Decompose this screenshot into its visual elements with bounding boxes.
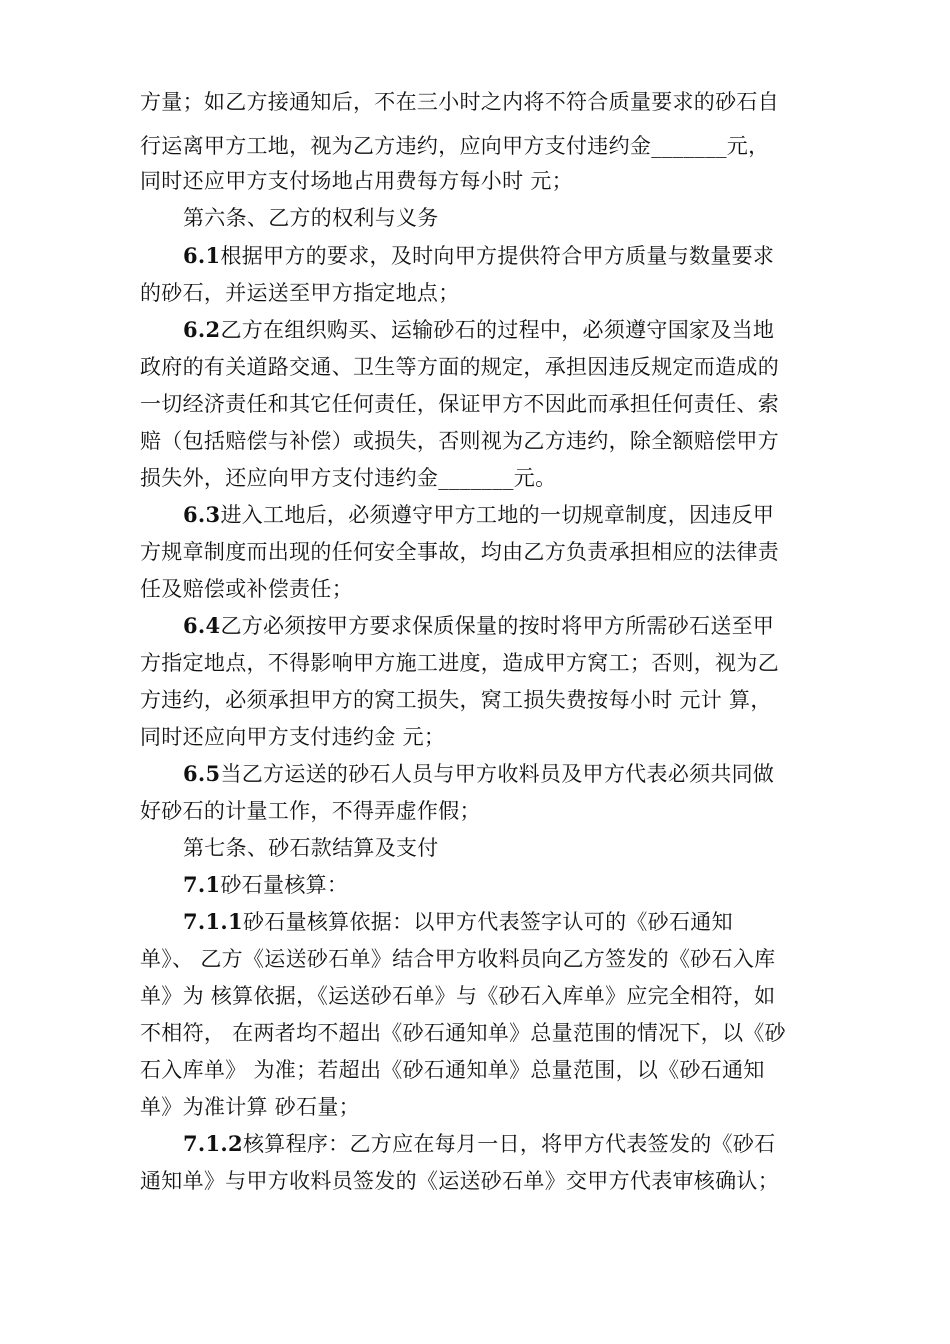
text-line: 同时还应甲方支付场地占用费每方每小时 元； <box>140 169 573 193</box>
clause-text: 当乙方运送的砂石人员与甲方收料员及甲方代表必须共同做 <box>220 762 775 786</box>
clause-number: 6.2 <box>183 317 221 342</box>
text-line: 同时还应向甲方支付违约金 元； <box>140 725 446 749</box>
text-line: 政府的有关道路交通、卫生等方面的规定，承担因违反规定而造成的 <box>140 355 779 379</box>
clause-text: 砂石量核算： <box>220 873 349 897</box>
clause-text: 砂石量核算依据：以甲方代表签字认可的《砂石通知 <box>242 910 733 934</box>
clause-number: 6.1 <box>183 243 221 268</box>
text-line: 单》为 核算依据，《运送砂石单》与《砂石入库单》应完全相符，如 <box>140 984 776 1008</box>
text-line: 单》为准计算 砂石量； <box>140 1095 360 1119</box>
text-line: 方规章制度而出现的任何安全事故，均由乙方负责承担相应的法律责 <box>140 540 779 564</box>
clause-7-1-1 <box>183 907 733 937</box>
clause-6-5 <box>183 759 774 789</box>
clause-number: 6.5 <box>183 761 221 786</box>
clause-number: 6.4 <box>183 613 221 638</box>
clause-number: 7.1 <box>183 872 221 897</box>
clause-number: 7.1.2 <box>183 1131 243 1156</box>
text-line: 单》、 乙方《运送砂石单》结合甲方收料员向乙方签发的《砂石入库 <box>140 947 776 971</box>
clause-7-1-2 <box>183 1129 775 1159</box>
article-6-heading: 第六条、乙方的权利与义务 <box>183 206 439 230</box>
clause-6-2 <box>183 315 774 345</box>
text-line: 方量；如乙方接通知后，不在三小时之内将不符合质量要求的砂石自 <box>140 90 779 114</box>
text-line: 一切经济责任和其它任何责任，保证甲方不因此而承担任何责任、索 <box>140 392 779 416</box>
article-7-heading: 第七条、砂石款结算及支付 <box>183 836 439 860</box>
clause-text: 根据甲方的要求，及时向甲方提供符合甲方质量与数量要求 <box>220 244 775 268</box>
text-line: 石入库单》 为准；若超出《砂石通知单》总量范围，以《砂石通知 <box>140 1058 765 1082</box>
clause-text: 乙方必须按甲方要求保质保量的按时将甲方所需砂石送至甲 <box>220 614 775 638</box>
text-line: 好砂石的计量工作，不得弄虚作假； <box>140 799 481 823</box>
text-line: 不相符， 在两者均不超出《砂石通知单》总量范围的情况下，以《砂 <box>140 1021 786 1045</box>
clause-number: 7.1.1 <box>183 909 243 934</box>
clause-text: 乙方在组织购买、运输砂石的过程中，必须遵守国家及当地 <box>220 318 775 342</box>
clause-number: 6.3 <box>183 502 221 527</box>
clause-6-1 <box>183 241 774 271</box>
clause-7-1 <box>183 870 348 900</box>
text-line: 行运离甲方工地，视为乙方违约，应向甲方支付违约金_______元， <box>140 134 770 158</box>
text-line: 方违约，必须承担甲方的窝工损失，窝工损失费按每小时 元计 算， <box>140 688 772 712</box>
clause-6-3 <box>183 500 774 530</box>
clause-text: 核算程序：乙方应在每月一日，将甲方代表签发的《砂石 <box>242 1132 776 1156</box>
text-line: 赔（包括赔偿与补偿）或损失，否则视为乙方违约，除全额赔偿甲方 <box>140 429 779 453</box>
text-line: 的砂石，并运送至甲方指定地点； <box>140 281 460 305</box>
text-line: 方指定地点，不得影响甲方施工进度，造成甲方窝工；否则，视为乙 <box>140 651 779 675</box>
clause-text: 进入工地后，必须遵守甲方工地的一切规章制度，因违反甲 <box>220 503 775 527</box>
clause-6-4 <box>183 611 774 641</box>
text-line: 任及赔偿或补偿责任； <box>140 577 353 601</box>
text-line: 通知单》与甲方收料员签发的《运送砂石单》交甲方代表审核确认； <box>140 1169 779 1193</box>
text-line: 损失外，还应向甲方支付违约金_______元。 <box>140 466 557 490</box>
